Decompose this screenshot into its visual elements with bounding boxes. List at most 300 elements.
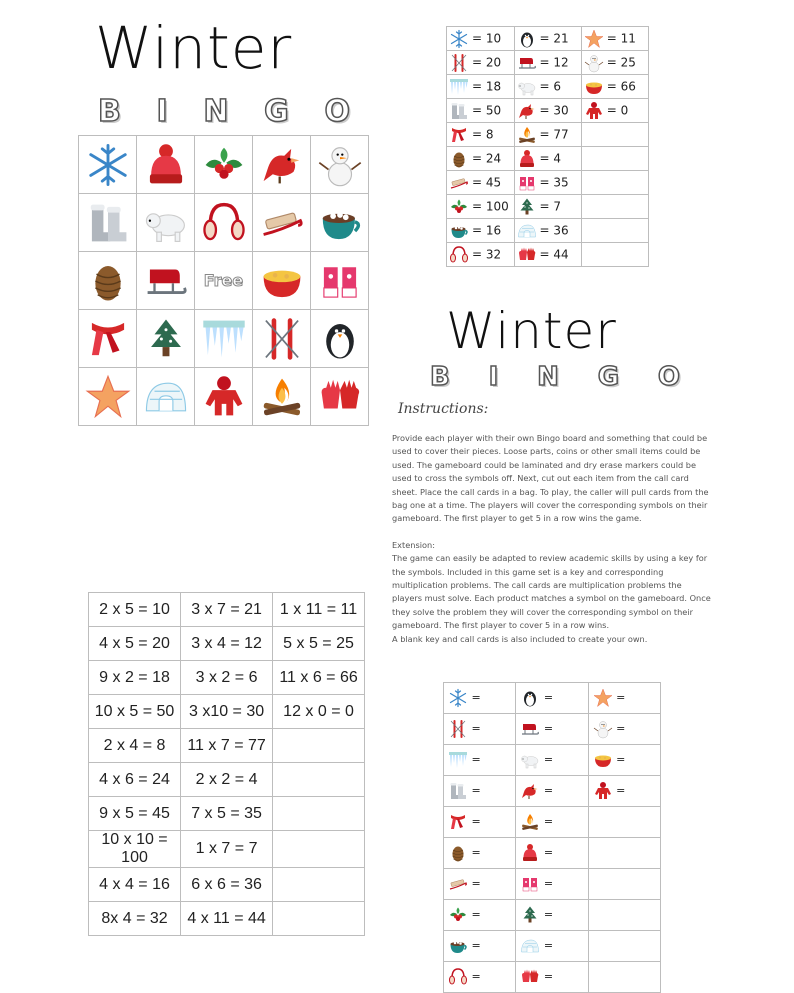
letter-o: O (324, 94, 350, 129)
key-cell (514, 75, 581, 99)
call-card: 3 x 2 = 6 (181, 661, 273, 695)
board-row (79, 194, 369, 252)
blank-key-row (444, 838, 661, 869)
soup-icon (259, 258, 305, 304)
call-card (273, 763, 365, 797)
call-card-row (89, 868, 365, 902)
penguin-icon (317, 316, 363, 362)
igloo-icon (517, 221, 537, 241)
call-card: 3 x10 = 30 (181, 695, 273, 729)
blank-key-row (444, 962, 661, 993)
soup-icon (593, 750, 613, 770)
instructions-paragraph: Provide each player with their own Bingo board and something that could be used to cover their pieces. Loose parts, coins or other small items could be used. The gameboard could be laminated and dry erase markers could be used to cross the symbols off. Next, cut out each item from the call card sheet. Place the call cards in a bag. To play, the caller will pull cards from the bag one at a time. The players will cover the corresponding symbols on their gameboard. The first player to get 5 in a row wins the game. (392, 433, 709, 524)
board-cell[interactable] (311, 194, 369, 252)
board-cell[interactable] (79, 368, 137, 426)
board-cell[interactable] (253, 368, 311, 426)
board-cell[interactable] (253, 136, 311, 194)
key-value: 0 (620, 103, 629, 117)
key-equals: = (539, 247, 550, 261)
earmuffs-icon (448, 967, 468, 987)
key-equals: = (539, 79, 550, 93)
blank-equals: = (543, 722, 554, 735)
key-cell (514, 219, 581, 243)
call-card-row (89, 661, 365, 695)
key-value: 12 (553, 55, 569, 69)
igloo-icon (520, 936, 540, 956)
pinecone-icon (85, 258, 131, 304)
board-cell[interactable] (311, 252, 369, 310)
key-row (447, 27, 649, 51)
blank-key-cell (444, 838, 516, 869)
letter-n: N (203, 94, 229, 129)
cocoa-icon (448, 936, 468, 956)
key-value: 45 (485, 175, 502, 189)
call-card: 9 x 2 = 18 (89, 661, 181, 695)
blank-note: A blank key and call cards is also included to create your own. (392, 633, 648, 644)
multiplication-call-cards (88, 592, 365, 936)
board-row (79, 252, 369, 310)
blank-key-cell (588, 838, 660, 869)
key-cell (447, 171, 515, 195)
blank-key-row (444, 869, 661, 900)
key-equals: = (472, 175, 483, 189)
blank-key-table (443, 682, 661, 993)
boots-icon (449, 101, 469, 121)
mittens-icon (517, 173, 537, 193)
blank-equals: = (471, 815, 481, 828)
key-value: 10 (485, 31, 502, 45)
snowman-icon (317, 142, 363, 188)
key-value: 35 (553, 175, 569, 189)
key-equals: = (606, 55, 617, 69)
board-cell[interactable] (311, 368, 369, 426)
blank-equals: = (543, 970, 554, 983)
key-row (447, 195, 649, 219)
call-card: 8x 4 = 32 (89, 902, 181, 936)
key-value: 11 (620, 31, 636, 45)
icicles-icon (201, 316, 247, 362)
blank-key-cell (516, 714, 588, 745)
key-cell (447, 195, 515, 219)
call-card-row (89, 695, 365, 729)
blank-equals: = (471, 970, 481, 983)
skis-icon (259, 316, 305, 362)
blank-equals: = (543, 939, 554, 952)
toboggan-icon (448, 874, 468, 894)
call-card: 2 x 4 = 8 (89, 729, 181, 763)
key-cell (581, 123, 648, 147)
snowsuit-icon (201, 374, 247, 420)
star-icon (584, 29, 604, 49)
key-value: 25 (620, 55, 636, 69)
blank-equals: = (616, 753, 626, 766)
board-cell[interactable] (311, 136, 369, 194)
board-cell[interactable] (137, 252, 195, 310)
blank-key-row (444, 714, 661, 745)
blank-key-row (444, 900, 661, 931)
key-value: 100 (485, 199, 509, 213)
hat-icon (517, 149, 537, 169)
blank-equals: = (471, 784, 481, 797)
board-cell[interactable] (137, 136, 195, 194)
board-row (79, 136, 369, 194)
soup-icon (584, 77, 604, 97)
blank-key-cell (444, 776, 516, 807)
key-value: 44 (553, 247, 569, 261)
cocoa-icon (449, 221, 469, 241)
penguin-icon (520, 688, 540, 708)
extension-heading: Extension: (392, 539, 435, 550)
key-cell (514, 123, 581, 147)
call-card: 6 x 6 = 36 (181, 868, 273, 902)
key-equals: = (606, 79, 617, 93)
key-value: 66 (620, 79, 636, 93)
blank-key-cell (588, 900, 660, 931)
call-card: 1 x 7 = 7 (181, 831, 273, 868)
key-cell (581, 147, 648, 171)
blank-key-cell (444, 807, 516, 838)
call-card-row (89, 763, 365, 797)
call-card (273, 797, 365, 831)
board-cell[interactable] (79, 310, 137, 368)
blank-key-cell (516, 776, 588, 807)
key-row (447, 147, 649, 171)
sled-icon (517, 53, 537, 73)
call-card: 10 x 10 = 100 (89, 831, 181, 868)
key-cell (447, 243, 515, 267)
blank-equals: = (471, 908, 481, 921)
blank-equals: = (543, 908, 554, 921)
extension-paragraph: The game can easily be adapted to review academic skills by using a key for the symbols. Included in this game set is a key and corresponding multiplication problems. The call cards are multiplication problems the players must solve. Each product matches a symbol on the gameboard. Once they solve the problem they will cover the corresponding symbol on their gameboard. The first player to cover 5 in a row wins. (392, 553, 711, 631)
call-card-row (89, 831, 365, 868)
mittens-icon (520, 874, 540, 894)
board-cell[interactable] (195, 194, 253, 252)
polar-bear-icon (143, 200, 189, 246)
board-cell[interactable] (253, 194, 311, 252)
key-cell (447, 147, 515, 171)
letter-g: G (597, 362, 620, 392)
blank-key-cell (588, 869, 660, 900)
key-cell (514, 147, 581, 171)
campfire-icon (259, 374, 305, 420)
blank-equals: = (471, 753, 481, 766)
letter-i: I (156, 94, 168, 129)
blank-key-row (444, 807, 661, 838)
letter-i: I (488, 362, 499, 392)
key-row (447, 243, 649, 267)
blank-key-cell (588, 931, 660, 962)
board-cell[interactable] (137, 368, 195, 426)
call-card: 7 x 5 = 35 (181, 797, 273, 831)
key-row (447, 219, 649, 243)
key-equals: = (472, 223, 483, 237)
call-card: 4 x 6 = 24 (89, 763, 181, 797)
board-cell[interactable] (79, 252, 137, 310)
snowflake-icon (85, 142, 131, 188)
key-value: 20 (485, 55, 502, 69)
call-card-row (89, 729, 365, 763)
gloves-icon (520, 967, 540, 987)
key-equals: = (472, 79, 483, 93)
board-row (79, 368, 369, 426)
key-value: 8 (485, 127, 494, 141)
mittens-icon (317, 258, 363, 304)
hat-icon (143, 142, 189, 188)
key-value: 24 (485, 151, 502, 165)
call-card: 10 x 5 = 50 (89, 695, 181, 729)
key-cell (581, 99, 648, 123)
key-cell (581, 51, 648, 75)
key-cell (514, 243, 581, 267)
tree-icon (517, 197, 537, 217)
call-card: 1 x 11 = 11 (273, 593, 365, 627)
cocoa-icon (317, 200, 363, 246)
call-card: 4 x 4 = 16 (89, 868, 181, 902)
blank-key-cell (444, 931, 516, 962)
blank-key-cell (588, 745, 660, 776)
key-value: 32 (485, 247, 502, 261)
blank-equals: = (543, 846, 554, 859)
scarf-icon (448, 812, 468, 832)
key-equals: = (472, 127, 483, 141)
board-cell[interactable] (195, 136, 253, 194)
hat-icon (520, 843, 540, 863)
key-equals: = (472, 103, 483, 117)
key-value: 30 (553, 103, 569, 117)
key-value: 18 (485, 79, 502, 93)
key-cell (581, 27, 648, 51)
star-icon (85, 374, 131, 420)
gloves-icon (317, 374, 363, 420)
key-equals: = (539, 103, 550, 117)
key-cell (514, 27, 581, 51)
key-cell (447, 219, 515, 243)
board-row (79, 310, 369, 368)
letter-o: O (657, 362, 680, 392)
call-card (273, 729, 365, 763)
call-card: 4 x 5 = 20 (89, 627, 181, 661)
blank-key-row (444, 776, 661, 807)
blank-equals: = (543, 784, 554, 797)
key-row (447, 99, 649, 123)
key-cell (581, 243, 648, 267)
call-card-row (89, 797, 365, 831)
key-cell (514, 99, 581, 123)
call-card: 2 x 5 = 10 (89, 593, 181, 627)
blank-key-cell (516, 807, 588, 838)
blank-key-cell (516, 869, 588, 900)
snowflake-icon (448, 688, 468, 708)
key-row (447, 171, 649, 195)
key-cell (514, 195, 581, 219)
scarf-icon (85, 316, 131, 362)
skis-icon (448, 719, 468, 739)
snowflake-icon (449, 29, 469, 49)
snowsuit-icon (584, 101, 604, 121)
blank-key-cell (516, 683, 588, 714)
board-cell[interactable] (195, 310, 253, 368)
blank-equals: = (543, 691, 554, 704)
call-card: 3 x 4 = 12 (181, 627, 273, 661)
penguin-icon (517, 29, 537, 49)
key-cell (514, 51, 581, 75)
blank-equals: = (616, 784, 626, 797)
blank-equals: = (471, 877, 481, 890)
key-row (447, 123, 649, 147)
blank-key-cell (516, 931, 588, 962)
earmuffs-icon (201, 200, 247, 246)
key-cell (581, 75, 648, 99)
letter-b: B (430, 362, 450, 392)
snowsuit-icon (593, 781, 613, 801)
polar-bear-icon (520, 750, 540, 770)
key-cell (447, 27, 515, 51)
call-card (273, 831, 365, 868)
blank-equals: = (543, 815, 554, 828)
blank-key-cell (444, 745, 516, 776)
key-value: 6 (553, 79, 562, 93)
snowman-icon (593, 719, 613, 739)
key-cell (447, 123, 515, 147)
holly-icon (448, 905, 468, 925)
skis-icon (449, 53, 469, 73)
key-equals: = (472, 151, 483, 165)
call-card: 4 x 11 = 44 (181, 902, 273, 936)
key-equals: = (539, 223, 550, 237)
instructions-heading: Instructions: (398, 401, 489, 417)
call-card: 3 x 7 = 21 (181, 593, 273, 627)
call-card: 5 x 5 = 25 (273, 627, 365, 661)
sled-icon (520, 719, 540, 739)
key-value: 36 (553, 223, 569, 237)
polar-bear-icon (517, 77, 537, 97)
holly-icon (449, 197, 469, 217)
blank-key-cell (516, 962, 588, 993)
cardinal-icon (520, 781, 540, 801)
blank-equals: = (471, 722, 481, 735)
key-equals: = (539, 151, 550, 165)
blank-equals: = (471, 939, 481, 952)
key-equals: = (539, 199, 550, 213)
key-value: 50 (485, 103, 502, 117)
instructions-text (392, 432, 712, 646)
call-card (273, 902, 365, 936)
board-cell[interactable] (195, 368, 253, 426)
board-cell[interactable] (79, 136, 137, 194)
blank-key-cell (588, 962, 660, 993)
letter-b: B (98, 94, 121, 129)
blank-key-cell (444, 869, 516, 900)
blank-key-cell (444, 683, 516, 714)
board-cell[interactable] (253, 252, 311, 310)
cardinal-icon (517, 101, 537, 121)
toboggan-icon (449, 173, 469, 193)
star-icon (593, 688, 613, 708)
free-space-label: Free (203, 271, 244, 290)
key-row (447, 51, 649, 75)
key-equals: = (472, 199, 483, 213)
letter-n: N (537, 362, 559, 392)
call-card: 11 x 7 = 77 (181, 729, 273, 763)
key-cell (447, 75, 515, 99)
gloves-icon (517, 245, 537, 265)
call-card: 11 x 6 = 66 (273, 661, 365, 695)
campfire-icon (517, 125, 537, 145)
blank-equals: = (616, 691, 626, 704)
call-card: 9 x 5 = 45 (89, 797, 181, 831)
call-card: 2 x 2 = 4 (181, 763, 273, 797)
key-equals: = (539, 175, 550, 189)
igloo-icon (143, 374, 189, 420)
icicles-icon (449, 77, 469, 97)
boots-icon (85, 200, 131, 246)
blank-key-row (444, 931, 661, 962)
blank-key-cell (444, 714, 516, 745)
blank-equals: = (543, 753, 554, 766)
key-equals: = (539, 127, 550, 141)
board-title: Winter (95, 14, 293, 82)
key-value: 7 (553, 199, 562, 213)
blank-key-row (444, 745, 661, 776)
board-cell[interactable] (137, 194, 195, 252)
cardinal-icon (259, 142, 305, 188)
blank-key-cell (444, 962, 516, 993)
tree-icon (520, 905, 540, 925)
campfire-icon (520, 812, 540, 832)
pinecone-icon (448, 843, 468, 863)
key-equals: = (539, 31, 550, 45)
call-card (273, 868, 365, 902)
board-cell[interactable] (253, 310, 311, 368)
bingo-board (78, 135, 369, 426)
call-card-row (89, 902, 365, 936)
call-card: 12 x 0 = 0 (273, 695, 365, 729)
blank-key-cell (588, 683, 660, 714)
blank-key-cell (516, 838, 588, 869)
key-value: 77 (553, 127, 569, 141)
boots-icon (448, 781, 468, 801)
blank-equals: = (471, 846, 481, 859)
key-equals: = (472, 31, 483, 45)
key-row (447, 75, 649, 99)
board-cell[interactable] (79, 194, 137, 252)
holly-icon (201, 142, 247, 188)
key-cell (581, 171, 648, 195)
board-cell[interactable] (311, 310, 369, 368)
instructions-title: Winter (446, 302, 617, 360)
key-value: 16 (485, 223, 502, 237)
blank-equals: = (616, 722, 626, 735)
board-cell[interactable] (137, 310, 195, 368)
call-card-row (89, 593, 365, 627)
icicles-icon (448, 750, 468, 770)
key-cell (447, 51, 515, 75)
toboggan-icon (259, 200, 305, 246)
blank-key-cell (588, 714, 660, 745)
blank-equals: = (471, 691, 481, 704)
key-equals: = (472, 55, 483, 69)
blank-key-cell (588, 776, 660, 807)
key-value: 4 (553, 151, 562, 165)
symbol-key-table (446, 26, 649, 267)
board-cell[interactable] (195, 252, 253, 310)
key-value: 21 (553, 31, 569, 45)
tree-icon (143, 316, 189, 362)
snowman-icon (584, 53, 604, 73)
blank-key-cell (588, 807, 660, 838)
instructions-bingo-letters (430, 362, 680, 392)
scarf-icon (449, 125, 469, 145)
